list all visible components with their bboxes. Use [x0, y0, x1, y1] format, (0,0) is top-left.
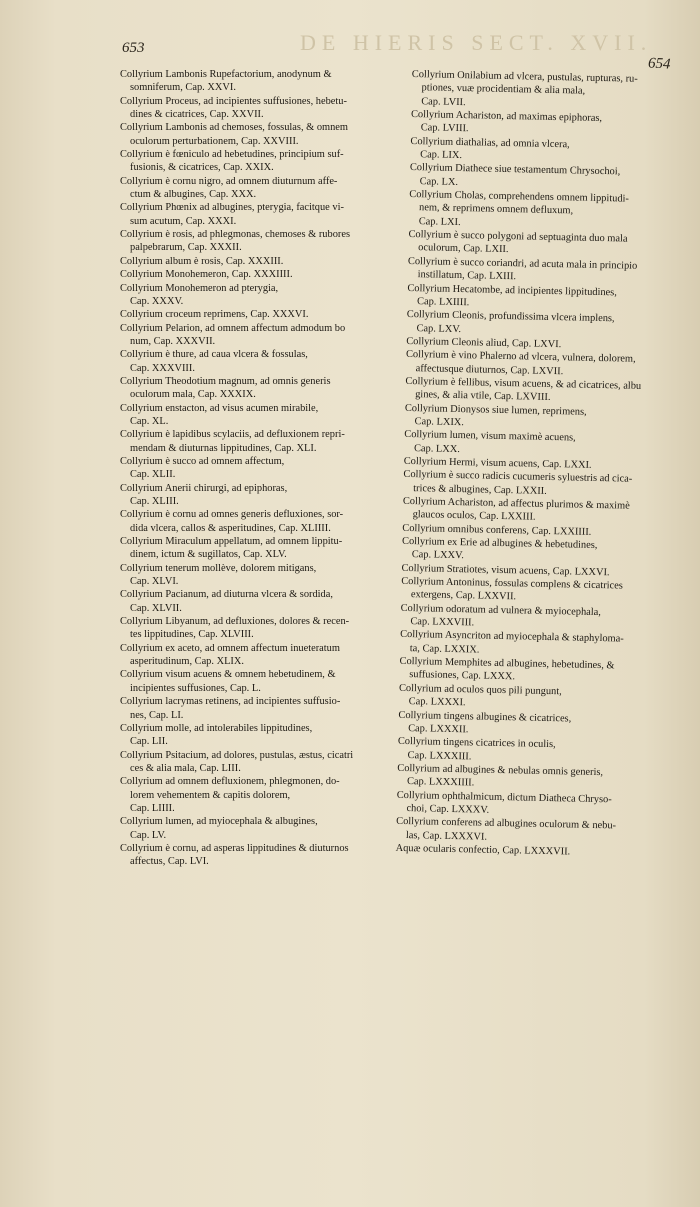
entry-continuation: suffusiones, Cap. LXXX. — [409, 669, 516, 683]
entry-continuation: Cap. LVII. — [421, 95, 466, 108]
entry-continuation: Cap. XLII. — [130, 469, 176, 481]
entry-continuation: palpebrarum, Cap. XXXII. — [130, 242, 242, 254]
index-entry — [120, 348, 406, 375]
entry-continuation: somniferum, Cap. XXVI. — [130, 82, 236, 94]
entry-continuation: Cap. LIIII. — [130, 802, 175, 814]
entry-continuation: Cap. LVIII. — [420, 122, 469, 135]
entry-line: Collyrium è cornu, ad asperas lippitudines & diuturnos — [120, 842, 349, 854]
entry-line: Aquæ ocularis confectio, Cap. LXXXVII. — [395, 842, 571, 858]
index-entry — [120, 268, 406, 281]
entry-line: Collyrium ophthalmicum, dictum Diatheca Chryso- — [396, 789, 612, 805]
entry-line: Collyrium lumen, visum maximè acuens, — [404, 429, 576, 444]
index-entry — [120, 642, 406, 669]
entry-continuation: Cap. XXXV. — [130, 295, 184, 307]
entry-line: Collyrium ad omnem defluxionem, phlegmonen, do- — [120, 776, 340, 788]
index-entry — [120, 455, 406, 482]
entry-line: Collyrium ex aceto, ad omnem affectum inueteratum — [120, 642, 340, 654]
index-entry — [120, 562, 406, 589]
entry-line: Collyrium Cleonis aliud, Cap. LXVI. — [406, 335, 562, 351]
entry-line: Collyrium Onilabium ad vlcera, pustulas, rupturas, ru- — [411, 68, 638, 85]
entry-line: Collyrium album è rosis, Cap. XXXIII. — [120, 255, 284, 267]
entry-line: Collyrium Lambonis ad chemoses, fossulas, & omnem — [120, 122, 348, 134]
entry-continuation: choi, Cap. LXXXV. — [406, 802, 490, 816]
entry-continuation: Cap. LXXXI. — [408, 696, 466, 709]
index-entry — [120, 282, 406, 309]
entry-line: Collyrium omnibus conferens, Cap. LXXIIII. — [402, 522, 592, 538]
entry-continuation: Cap. LXXXII. — [408, 722, 469, 736]
entry-line: Collyrium diathalias, ad omnia vlcera, — [410, 135, 570, 151]
entry-continuation: tes lippitudines, Cap. XLVIII. — [130, 629, 254, 641]
entry-line: Collyrium Hecatombe, ad incipientes lippitudines, — [407, 282, 617, 298]
entry-line: Collyrium è vino Phalerno ad vlcera, vulnera, dolorem, — [405, 349, 636, 365]
entry-continuation: fusionis, & cicatrices, Cap. XXIX. — [130, 162, 274, 174]
entry-continuation: affectusque diuturnos, Cap. LXVII. — [415, 362, 564, 377]
left-page-number: 653 — [122, 40, 145, 56]
entry-continuation: mendam & diuturnas lippitudines, Cap. XLI. — [130, 442, 317, 454]
entry-line: Collyrium Miraculum appellatum, ad omnem lippitu- — [120, 536, 343, 548]
entry-line: Collyrium molle, ad intolerabiles lippitudines, — [120, 722, 313, 734]
entry-continuation: glaucos oculos, Cap. LXXIII. — [412, 509, 536, 524]
entry-line: Collyrium enstacton, ad visus acumen mirabile, — [120, 402, 319, 414]
index-entry — [120, 175, 406, 202]
entry-continuation: Cap. LXIX. — [414, 416, 465, 429]
index-entry — [120, 201, 406, 228]
index-entry — [120, 588, 406, 615]
right-page-number: 654 — [647, 55, 671, 73]
entry-line: Collyrium Psitacium, ad dolores, pustulas, æstus, cicatri — [120, 749, 354, 761]
entry-line: Collyrium Achariston, ad maximas epiphoras, — [410, 109, 603, 125]
index-entry — [120, 775, 406, 815]
entry-continuation: dinem, ictum & sugillatos, Cap. XLV. — [130, 549, 287, 561]
entry-line: Collyrium ex Erie ad albugines & hebetudines, — [401, 535, 598, 552]
entry-line: Collyrium tenerum mollève, dolorem mitigans, — [120, 562, 317, 574]
entry-line: Collyrium è thure, ad caua vlcera & fossulas, — [120, 349, 308, 361]
index-entry — [120, 842, 406, 869]
entry-line: Collyrium è fœniculo ad hebetudines, principium suf- — [120, 149, 344, 161]
running-head: DE HIERIS SECT. XVII. — [300, 30, 653, 55]
entry-continuation: Cap. LV. — [130, 829, 167, 841]
entry-line: Collyrium Achariston, ad affectus plurimos & maximè — [402, 495, 630, 512]
entry-continuation: ptiones, vuæ procidentiam & alia mala, — [421, 82, 586, 97]
entry-line: Collyrium ad albugines & nebulas omnis generis, — [397, 762, 604, 779]
index-entry — [120, 121, 406, 148]
entry-continuation: Cap. LX. — [419, 175, 459, 188]
index-entry — [120, 482, 406, 509]
right-index-column — [396, 68, 676, 861]
index-entry — [120, 815, 406, 842]
entry-line: Collyrium tingens cicatrices in oculis, — [397, 736, 556, 751]
entry-continuation: Cap. LXI. — [418, 215, 461, 228]
entry-continuation: trices & albugines, Cap. LXXII. — [413, 482, 547, 497]
entry-line: Collyrium è succo radicis cucumeris syluestris ad cica- — [403, 469, 633, 486]
entry-continuation: dida vlcera, callos & asperitudines, Cap. XLIIII. — [130, 522, 331, 534]
entry-line: Collyrium Monohemeron, Cap. XXXIIII. — [120, 269, 293, 281]
entry-line: Collyrium Cholas, comprehendens omnem lippitudi- — [409, 189, 630, 205]
entry-line: Collyrium è rosis, ad phlegmonas, chemoses & rubores — [120, 229, 350, 241]
entry-continuation: ces & alia mala, Cap. LIII. — [130, 762, 241, 774]
entry-line: Collyrium Anerii chirurgi, ad epiphoras, — [120, 482, 288, 494]
entry-continuation: Cap. LXXV. — [411, 549, 464, 562]
entry-continuation: affectus, Cap. LVI. — [130, 856, 209, 868]
entry-line: Collyrium Theodotium magnum, ad omnis generis — [120, 375, 331, 387]
index-entry — [120, 95, 406, 122]
entry-line: Collyrium Pelarion, ad omnem affectum admodum bo — [120, 322, 346, 334]
entry-continuation: Cap. XL. — [130, 415, 169, 427]
entry-line: Collyrium è succo ad omnem affectum, — [120, 455, 285, 467]
entry-line: Collyrium conferens ad albugines oculorum & nebu- — [396, 816, 617, 832]
entry-continuation: oculorum, Cap. LXII. — [418, 242, 509, 256]
entry-continuation: ctum & albugines, Cap. XXX. — [130, 189, 257, 201]
index-entry — [120, 695, 406, 722]
index-entry — [120, 535, 406, 562]
index-entry — [120, 308, 406, 321]
index-entry — [120, 148, 406, 175]
entry-line: Collyrium Phœnix ad albugines, pterygia, facitque vi- — [120, 202, 344, 214]
entry-line: Collyrium è cornu ad omnes generis defluxiones, sor- — [120, 509, 344, 521]
entry-line: Collyrium Libyanum, ad defluxiones, dolores & recen- — [120, 616, 350, 628]
entry-line: Collyrium Memphites ad albugines, hebetudines, & — [399, 655, 615, 672]
entry-line: Collyrium Asyncriton ad myiocephala & staphyloma- — [400, 629, 624, 645]
entry-line: Collyrium Proceus, ad incipientes suffusiones, hebetu- — [120, 95, 347, 107]
entry-line: Collyrium è lapidibus scylaciis, ad defluxionem repri- — [120, 429, 345, 441]
entry-continuation: Cap. LIX. — [420, 149, 463, 162]
index-entry — [120, 749, 406, 776]
entry-continuation: asperitudinum, Cap. XLIX. — [130, 656, 244, 668]
index-entry — [120, 722, 406, 749]
entry-line: Collyrium Pacianum, ad diuturna vlcera & sordida, — [120, 589, 333, 601]
entry-line: Collyrium croceum reprimens, Cap. XXXVI. — [120, 309, 309, 321]
entry-line: Collyrium odoratum ad vulnera & myiocephala, — [400, 602, 602, 618]
entry-continuation: Cap. XXXVIII. — [130, 362, 195, 374]
entry-continuation: Cap. LXV. — [416, 322, 462, 335]
entry-line: Collyrium è succo polygoni ad septuaginta duo mala — [408, 229, 628, 245]
entry-continuation: nes, Cap. LI. — [130, 709, 184, 721]
entry-continuation: Cap. LXX. — [413, 442, 461, 455]
entry-line: Collyrium è fellibus, visum acuens, & ad cicatrices, albu — [405, 375, 642, 392]
left-index-column — [120, 68, 406, 869]
entry-continuation: las, Cap. LXXXVI. — [405, 829, 488, 843]
entry-line: Collyrium Lambonis Rupefactorium, anodynum & — [120, 69, 332, 80]
index-entry — [120, 428, 406, 455]
entry-line: Collyrium Cleonis, profundissima vlcera implens, — [406, 309, 615, 325]
index-entry — [409, 188, 674, 234]
index-entry — [120, 668, 406, 695]
entry-line: Collyrium Monohemeron ad pterygia, — [120, 282, 279, 294]
entry-line: Collyrium Diathece siue testamentum Chrysochoi, — [409, 162, 621, 178]
index-entry — [120, 228, 406, 255]
entry-continuation: incipientes suffusiones, Cap. L. — [130, 682, 261, 694]
entry-line: Collyrium lumen, ad myiocephala & albugines, — [120, 816, 318, 828]
index-entry — [120, 615, 406, 642]
entry-line: Collyrium è cornu nigro, ad omnem diuturnum affe- — [120, 175, 338, 187]
entry-continuation: Cap. LXIIII. — [416, 296, 470, 309]
entry-line: Collyrium Hermi, visum acuens, Cap. LXXI. — [403, 455, 592, 471]
entry-continuation: Cap. XLVII. — [130, 602, 182, 614]
entry-line: Collyrium Dionysos siue lumen, reprimens, — [404, 402, 587, 418]
index-entry — [120, 68, 406, 95]
index-entry — [411, 68, 676, 114]
entry-continuation: Cap. LII. — [130, 736, 168, 748]
entry-line: Collyrium visum acuens & omnem hebetudinem, & — [120, 669, 336, 681]
entry-line: Collyrium Stratiotes, visum acuens, Cap. LXXVI. — [401, 562, 610, 578]
entry-continuation: nem, & reprimens omnem defluxum, — [418, 202, 574, 217]
entry-line: Collyrium tingens albugines & cicatrices, — [398, 709, 572, 724]
entry-continuation: sum acutum, Cap. XXXI. — [130, 215, 237, 227]
entry-continuation: Cap. LXXXIIII. — [406, 776, 475, 789]
index-entry — [120, 508, 406, 535]
entry-continuation: Cap. LXXXIII. — [407, 749, 472, 762]
entry-continuation: gines, & alia vtile, Cap. LXVIII. — [415, 389, 551, 404]
entry-continuation: oculorum mala, Cap. XXXIX. — [130, 389, 256, 401]
entry-line: Collyrium lacrymas retinens, ad incipientes suffusio- — [120, 696, 341, 708]
entry-continuation: oculorum perturbationem, Cap. XXVIII. — [130, 135, 299, 147]
entry-continuation: extergens, Cap. LXXVII. — [410, 589, 517, 603]
entry-continuation: Cap. XLIII. — [130, 496, 179, 507]
entry-line: Collyrium è succo coriandri, ad acuta mala in principio — [407, 255, 638, 272]
entry-continuation: instillatum, Cap. LXIII. — [417, 269, 517, 283]
entry-continuation: num, Cap. XXXVII. — [130, 335, 216, 347]
entry-line: Collyrium ad oculos quos pili pungunt, — [398, 682, 562, 698]
entry-continuation: Cap. XLVI. — [130, 576, 179, 588]
entry-continuation: ta, Cap. LXXIX. — [409, 642, 480, 656]
entry-continuation: Cap. LXXVIII. — [410, 616, 475, 629]
entry-line: Collyrium Antoninus, fossulas complens & cicatrices — [401, 575, 623, 592]
index-entry — [120, 402, 406, 429]
entry-continuation: lorem vehementem & capitis dolorem, — [130, 789, 291, 801]
index-entry — [120, 255, 406, 268]
index-entry — [120, 375, 406, 402]
entry-continuation: dines & cicatrices, Cap. XXVII. — [130, 109, 264, 121]
index-entry — [120, 322, 406, 349]
